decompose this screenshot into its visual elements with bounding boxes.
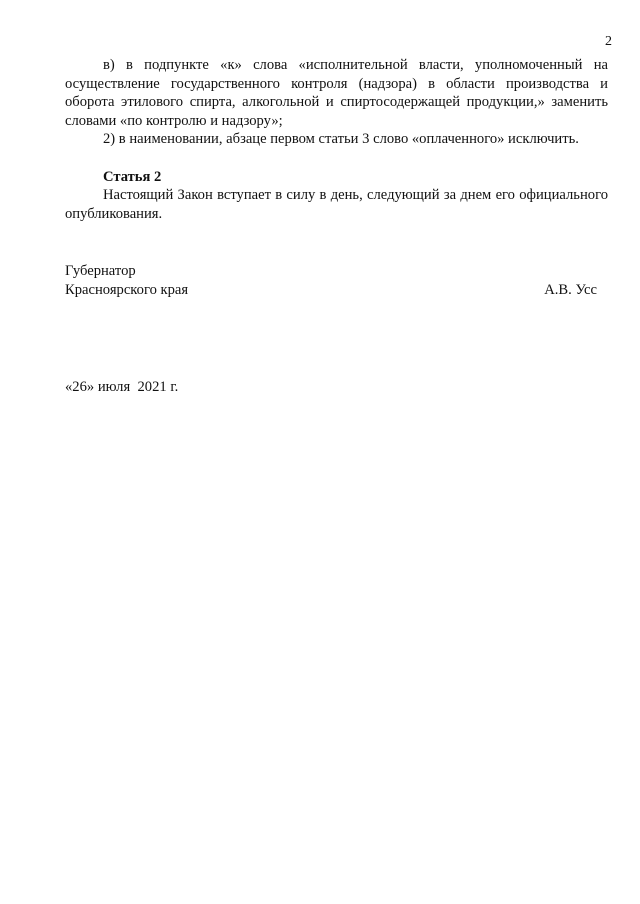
signature-title-line2: Красноярского края [65, 281, 189, 298]
article-2-text: Настоящий Закон вступает в силу в день, следующий за днем его официального опубликования. [65, 187, 608, 222]
signature-title-line1: Губернатор [65, 263, 136, 279]
signatory-name: А.В. Усс [544, 281, 597, 298]
document-body [65, 56, 608, 223]
signature-row [65, 281, 597, 300]
paragraph-subpoint-v: в) в подпункте «к» слова «исполнительной власти, уполномоченный на осуществление государственного контроля (надзора) в области производства и оборота этилового спирта, алкогольной и спиртосодержащей продукции,» заменить словами «по контролю и надзору»; [65, 57, 608, 129]
page-number: 2 [605, 34, 612, 49]
paragraph-point-2: 2) в наименовании, абзаце первом статьи 3 слово «оплаченного» исключить. [103, 131, 579, 147]
document-date: «26» июля 2021 г. [65, 379, 179, 395]
article-2-heading: Статья 2 [103, 168, 162, 185]
signature-block [65, 262, 597, 299]
